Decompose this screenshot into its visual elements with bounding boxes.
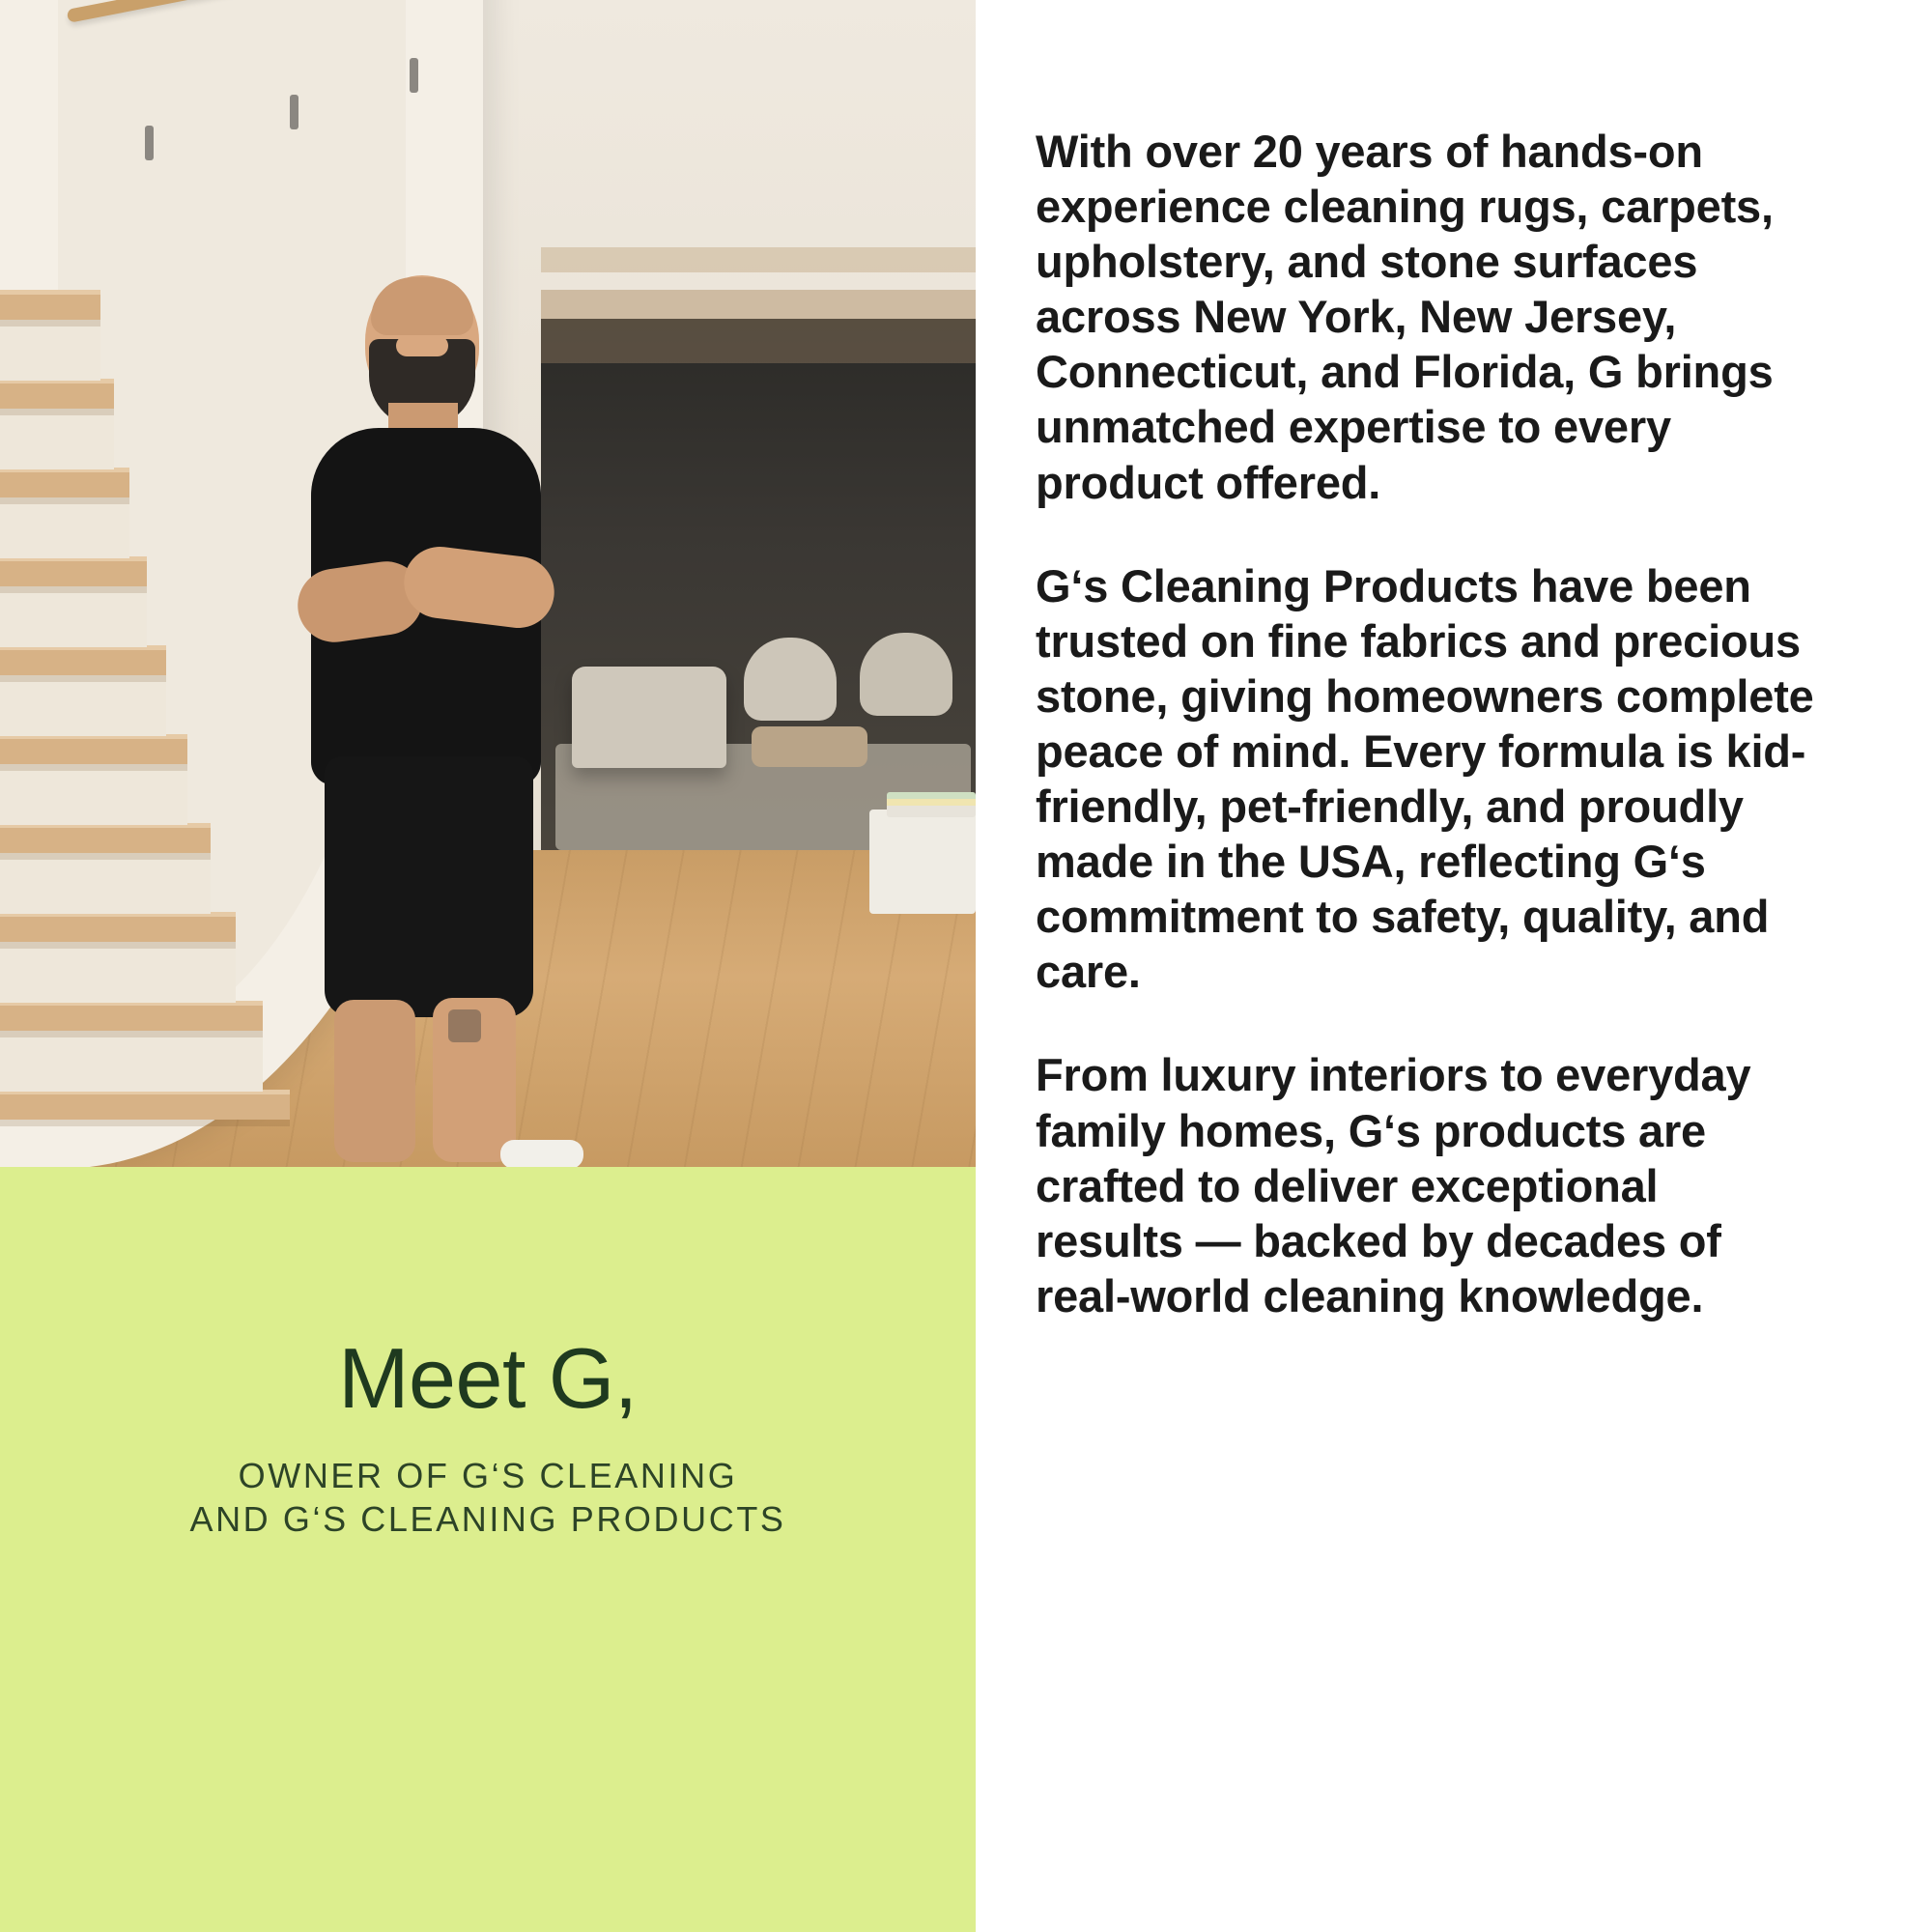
stair-tread xyxy=(0,379,114,409)
page-title: Meet G, xyxy=(338,1330,638,1426)
stair-riser xyxy=(0,668,166,736)
stair-riser xyxy=(0,580,147,647)
stair-tread xyxy=(0,645,166,675)
armchair-left xyxy=(744,638,837,721)
stair-riser xyxy=(0,313,100,381)
caption-subtitle-line-1: OWNER OF G‘S CLEANING xyxy=(238,1456,738,1495)
paragraph-products: G‘s Cleaning Products have been trusted on fine fabrics and precious stone, giving homeowners complete peace of mind. Every formula is kid-friendly, pet-friendly, and proudly made in the USA, reflecting G‘s commitment to safety, quality, and care. xyxy=(1036,559,1814,998)
handrail-bracket xyxy=(145,126,154,160)
stair-riser xyxy=(0,846,211,914)
copy-column xyxy=(976,0,1932,1932)
stacked-books xyxy=(887,792,976,817)
founder-photo xyxy=(0,0,976,1167)
shoe xyxy=(500,1140,583,1167)
handrail-bracket xyxy=(290,95,298,129)
stair-riser xyxy=(0,935,236,1003)
stair-riser xyxy=(0,402,114,469)
handrail-bracket xyxy=(410,58,418,93)
stair-riser xyxy=(0,491,129,558)
stair-riser xyxy=(0,757,187,825)
armchair-right xyxy=(860,633,952,716)
ceiling-beam-upper xyxy=(541,247,976,272)
stair-tread xyxy=(0,823,211,853)
stair-riser xyxy=(0,1024,263,1092)
caption-panel xyxy=(0,1167,976,1932)
caption-subtitle-line-2: AND G‘S CLEANING PRODUCTS xyxy=(189,1499,786,1540)
stair-tread xyxy=(0,734,187,764)
founder-figure xyxy=(242,275,647,1167)
stair-tread xyxy=(0,1001,263,1031)
side-table xyxy=(869,810,976,914)
paragraph-experience: With over 20 years of hands-on experience cleaning rugs, carpets, upholstery, and stone surfaces across New York, New Jersey, Connecticut, and Florida, G brings unmatched expertise to every product offered. xyxy=(1036,126,1774,508)
stair-tread xyxy=(0,556,147,586)
coffee-table xyxy=(752,726,867,767)
stair-tread xyxy=(0,290,100,320)
paragraph-results: From luxury interiors to everyday family homes, G‘s products are crafted to deliver exceptional results — backed by decades of real-world cleaning knowledge. xyxy=(1036,1049,1751,1321)
stair-tread xyxy=(0,912,236,942)
caption-subtitle xyxy=(189,1454,785,1542)
black-shorts xyxy=(325,756,533,1017)
tattoo-leg xyxy=(448,1009,481,1042)
stair-tread xyxy=(0,468,129,497)
leg-left xyxy=(334,1000,415,1162)
